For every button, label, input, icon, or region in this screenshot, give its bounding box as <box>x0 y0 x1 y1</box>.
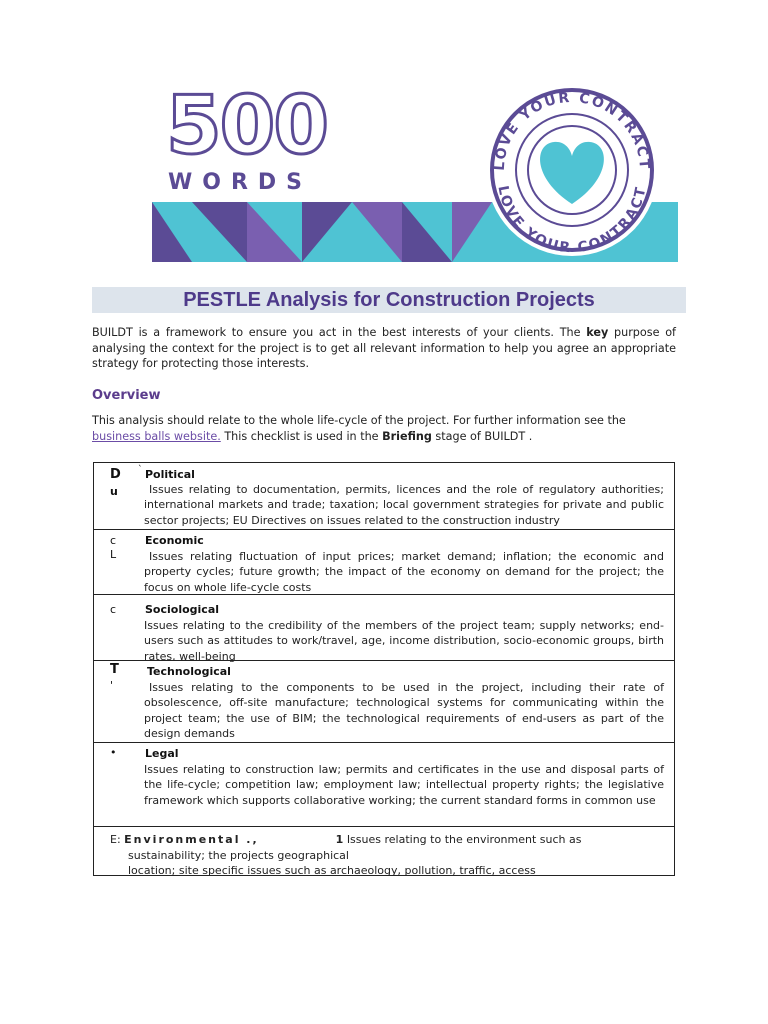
overview-text-2: This checklist is used in the <box>220 429 383 443</box>
row-marker: c <box>110 603 117 616</box>
table-row-legal <box>94 743 674 827</box>
intro-key: key <box>586 326 609 339</box>
row-description: Issues relating to documentation, permits, licences and the role of regulatory authorities; international markets and trade; taxation; local government strategies for private and public sector projects; EU Directives on issues related to the construction industry <box>144 483 664 527</box>
row-marker: T <box>110 662 119 677</box>
row-marker-dot: ` <box>138 465 143 475</box>
logo-words: WORDS <box>168 170 313 195</box>
overview-paragraph <box>92 413 676 444</box>
banner-image <box>152 86 678 262</box>
row-marker: c <box>110 534 117 547</box>
overview-heading: Overview <box>92 388 161 403</box>
row-text-line-3: location; site specific issues such as archaeology, pollution, traffic, access <box>128 864 536 878</box>
row-heading: Economic <box>145 534 204 547</box>
table-row-sociological <box>94 595 674 661</box>
row-text-line-2: sustainability; the projects geographical <box>128 848 349 862</box>
row-heading: Legal <box>145 747 179 760</box>
row-marker: D <box>110 467 121 482</box>
intro-text-2: purpose of analysing the context for the project is to get all relevant information to help you agree an appropriate strategy for protecting those interests. <box>92 326 676 370</box>
row-description: Issues relating to the components to be used in the project, including their rate of obsolescence, off-site manufacture; technological systems for communicating within the project team; the use of BIM; the technological requirements of end-users as part of the design demands <box>144 681 664 741</box>
seal-top-text: LOVE YOUR CONTRACT <box>491 89 653 172</box>
row-description: Issues relating to the credibility of the members of the project team; supply networks; end-users such as attitudes to work/travel, age, income distribution, socio-economic groups, birth rates, well-being <box>144 619 664 663</box>
row-description: Issues relating fluctuation of input prices; market demand; inflation; the economic and property cycles; future growth; the impact of the economy on demand for the project; the focus on whole life-cycle costs <box>144 550 664 594</box>
seal-bottom-text: LOVE YOUR CONTRACT <box>494 184 650 257</box>
intro-paragraph <box>92 325 676 372</box>
row-marker: u <box>110 485 118 498</box>
table-row-economic <box>94 530 674 595</box>
intro-text-1: BUILDT is a framework to ensure you act in the best interests of your clients. The <box>92 326 587 339</box>
table-row-environmental <box>94 827 674 877</box>
business-balls-link[interactable]: business balls website. <box>92 429 221 443</box>
overview-briefing: Briefing <box>382 429 432 443</box>
row-heading: Sociological <box>145 603 220 616</box>
row-heading: Technological <box>147 665 231 678</box>
row-description <box>110 832 660 879</box>
row-description: Issues relating to construction law; permits and certificates in the use and disposal parts of the life-cycle; competition law; employment law; intellectual property rights; the legislative framework which supports collaborative working; the current standard forms in common use <box>144 763 664 807</box>
table-row-political <box>94 463 674 530</box>
row-heading: Political <box>145 468 195 481</box>
logo-500: 500 <box>166 86 327 172</box>
row-text-line-1: Issues relating to the environment such as <box>346 833 582 846</box>
row-heading: Environmental ., <box>124 833 259 846</box>
row-number: 1 <box>335 833 344 846</box>
row-marker: E: <box>110 833 121 846</box>
overview-text-3: stage of BUILDT . <box>431 429 533 443</box>
table-row-technological <box>94 661 674 743</box>
row-marker: L <box>110 548 117 561</box>
page-title: PESTLE Analysis for Construction Projects <box>183 289 595 311</box>
overview-text-1: This analysis should relate to the whole life-cycle of the project. For further information see the <box>92 414 626 427</box>
row-marker: • <box>110 746 117 759</box>
pestle-table <box>93 462 675 876</box>
row-marker: ' <box>110 679 114 692</box>
